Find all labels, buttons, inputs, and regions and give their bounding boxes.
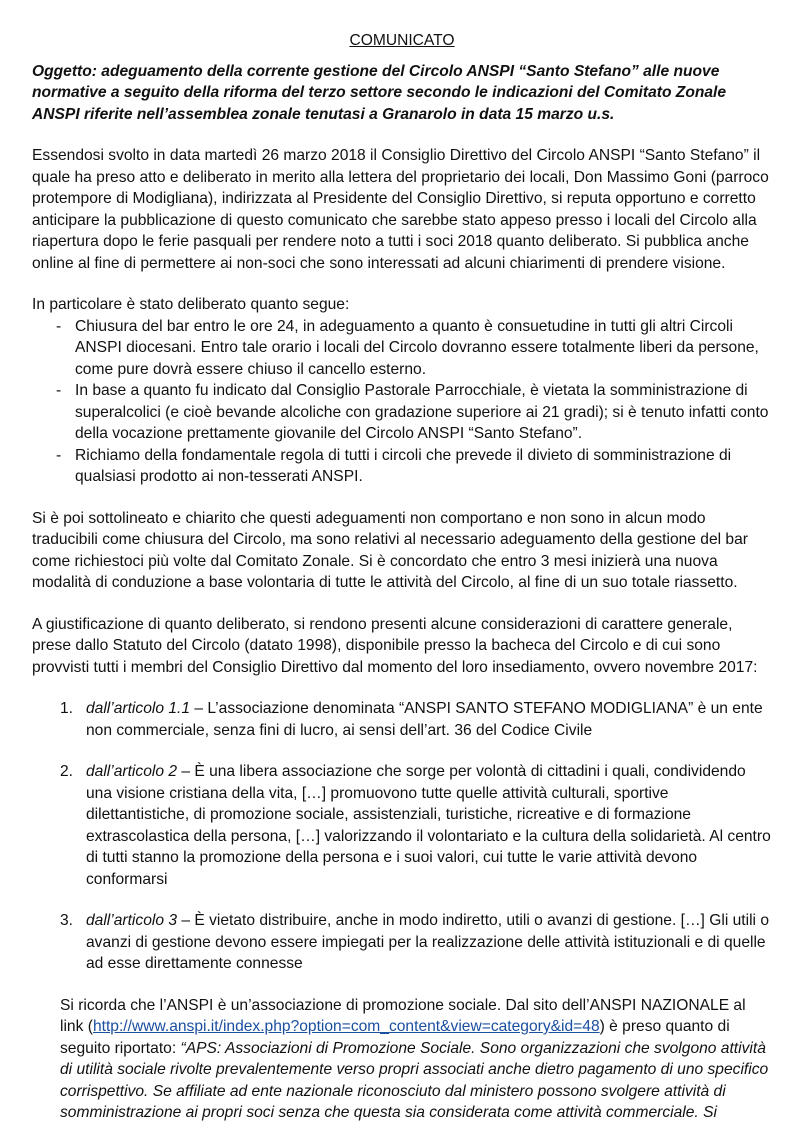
list-item [32,698,772,741]
anspi-website-link[interactable]: http://www.anspi.it/index.php?option=com_content&view=category&id=48 [92,1018,600,1035]
subject-line: Oggetto: adeguamento della corrente gestione del Circolo ANSPI “Santo Stefano” alle nuove normative a seguito della riforma del terzo settore secondo le indicazioni del Comitato Zonale ANSPI riferite nell’assemblea zonale tenutasi a Granarolo in data 15 marzo u.s. [32,62,727,123]
article-reference: dall’articolo 1.1 [86,700,191,717]
intro-paragraph: Essendosi svolto in data martedì 26 marzo 2018 il Consiglio Direttivo del Circolo ANSPI “Santo Stefano” il quale ha preso atto e deliberato in merito alla lettera del proprietario dei locali, Don Massimo Goni (parroco protempore di Modigliana), indirizzata al Presidente del Consiglio Direttivo, si reputa opportuno e corretto anticipare la pubblicazione di questo comunicato che sarebbe stato appeso presso i locali del Circolo alla riapertura dopo le ferie pasquali per rendere noto a tutti i soci 2018 quanto deliberato. Si pubblica anche online al fine di permettere ai non-soci che sono interessati ad alcuni chiarimenti di prendere visione. [32,147,769,272]
list-item [32,761,772,890]
article-number: 1. [60,700,74,717]
article-reference: dall’articolo 3 [86,912,178,929]
spacer [32,125,772,145]
list-item [32,445,772,488]
article-text: – È una libera associazione che sorge per volontà di cittadini i quali, condividendo una visione cristiana della vita, […] promuovono tutte quelle attività culturali, sportive dilettantistiche, di promozione sociale, assistenziali, turistiche, ricreative e di formazione extrascolastica della persona, […] valorizzando il volontariato e la cultura della solidarietà. Al centro di tutti stanno la promozione della persona e i suoi valori, cui tutte le varie attività devono conformarsi [86,763,771,888]
dash-bullet: - [56,382,62,399]
spacer [32,274,772,294]
spacer [32,594,772,614]
list-item [32,316,772,381]
article-text: – È vietato distribuire, anche in modo indiretto, utili o avanzi di gestione. […] Gli utili o avanzi di gestione devono essere impiegati per la realizzazione delle attività istituzionali e di quelle ad esse direttamente connesse [86,912,770,972]
closing-paragraph [32,995,772,1124]
article-number: 2. [60,763,74,780]
dash-bullet: - [56,317,62,335]
justification-paragraph: A giustificazione di quanto deliberato, si rendono presenti alcune considerazioni di carattere generale, prese dallo Statuto del Circolo (datato 1998), disponibile presso la bacheca del Circolo e di cui sono provvisti tutti i membri del Consiglio Direttivo dal momento del loro insediamento, ovvero novembre 2017: [32,615,758,676]
closing-after-link: ) è preso quanto di seguito riportato: [60,1018,730,1057]
spacer [32,678,772,698]
deliberation-list [32,316,772,488]
article-reference: dall’articolo 2 [86,763,178,780]
deliberation-lead: In particolare è stato deliberato quanto segue: [32,296,350,313]
document-title: COMUNICATO [349,32,455,49]
closing-lead: Si ricorda che l’ANSPI è un’associazione di promozione sociale. Dal sito dell’ANSPI NAZIONALE al link ( [60,996,746,1035]
aps-definition-quote: “APS: Associazioni di Promozione Sociale. Sono organizzazioni che svolgono attività di utilità sociale rivolte prevalentemente verso propri associati anche dietro pagamento di uno specifico corrispettivo. Se affiliate ad ente nazionale riconosciuto dal ministero possono svolgere attività di somministrazione ai propri soci senza che questa sia considerata come attività commerciale. Si [60,1039,769,1121]
deliberation-text: Chiusura del bar entro le ore 24, in adeguamento a quanto è consuetudine in tutti gli altri Circoli ANSPI diocesani. Entro tale orario i locali del Circolo dovranno essere totalmente liberi da persone, come pure dovrà essere chiuso il cancello esterno. [75,317,759,378]
deliberation-text: In base a quanto fu indicato dal Consiglio Pastorale Parrocchiale, è vietata la somministrazione di superalcolici (e cioè bevande alcoliche con gradazione superiore ai 21 gradi); si è tenuto infatti conto della vocazione prettamente giovanile del Circolo ANSPI “Santo Stefano”. [75,382,769,442]
article-number: 3. [60,912,74,929]
document-page [32,30,772,1124]
clarification-paragraph: Si è poi sottolineato e chiarito che questi adeguamenti non comportano e non sono in alcun modo traducibili come chiusura del Circolo, ma sono relativi al necessario adeguamento della gestione del bar come richiestoci più volte dal Comitato Zonale. Si è concordato che entro 3 mesi inizierà una nuova modalità di conduzione a base volontaria di tutte le attività del Circolo, al fine di un suo totale riassetto. [32,509,748,591]
deliberation-text: Richiamo della fondamentale regola di tutti i circoli che prevede il divieto di somministrazione di qualsiasi prodotto ai non-tesserati ANSPI. [75,446,732,485]
statute-articles-list [32,698,772,975]
list-item [32,380,772,445]
article-text: – L’associazione denominata “ANSPI SANTO STEFANO MODIGLIANA” è un ente non commerciale, senza fini di lucro, ai sensi dell’art. 36 del Codice Civile [86,700,763,739]
dash-bullet: - [56,446,62,464]
spacer [32,488,772,508]
list-item [32,910,772,975]
